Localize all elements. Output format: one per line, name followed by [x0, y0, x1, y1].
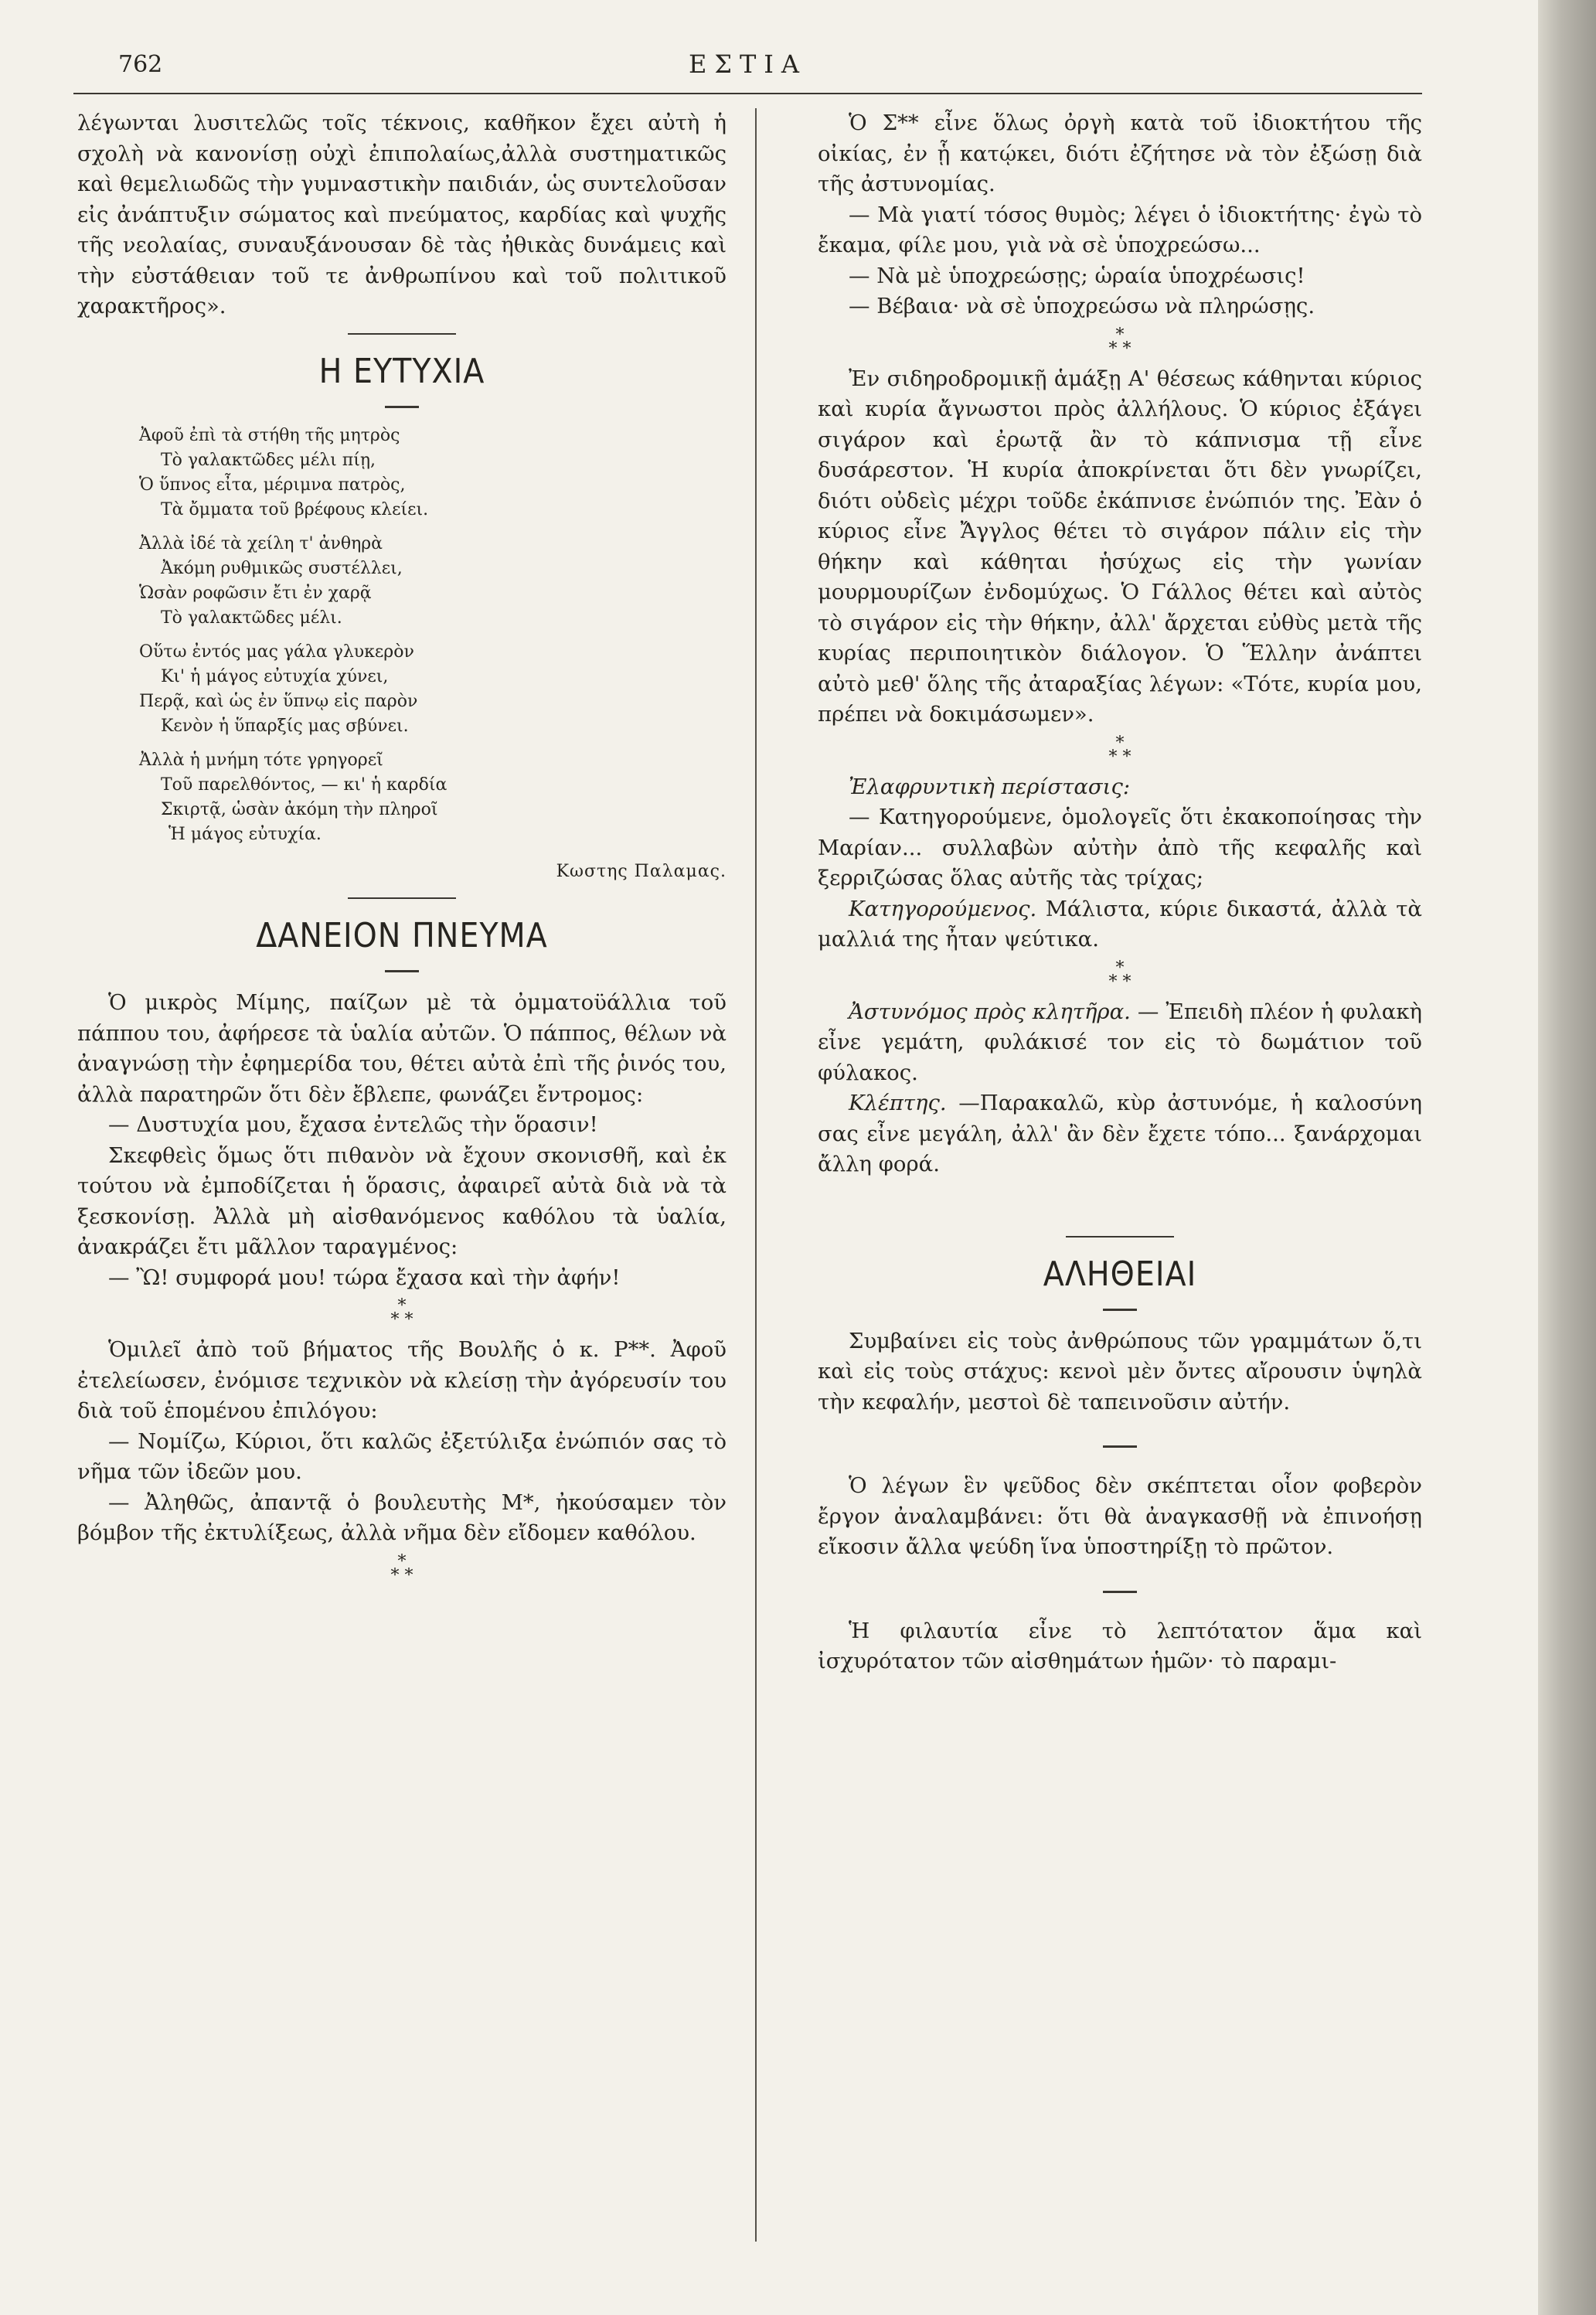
paragraph: — Ὢ! συμφορά μου! τώρα ἔχασα καὶ τὴν ἀφήν!	[108, 1265, 621, 1290]
divider-dash	[1103, 1445, 1137, 1448]
title-dash	[1103, 1309, 1137, 1311]
asterism: * * *	[390, 1551, 413, 1585]
separator	[348, 897, 456, 899]
poem-line: Κι' ἡ μάγος εὐτυχία χύνει,	[161, 666, 389, 686]
page-fold-shadow	[1538, 0, 1596, 2315]
paragraph: Ἐν σιδηροδρομικῇ ἁμάξῃ Α' θέσεως κάθηνται κύριος καὶ κυρία ἄγνωστοι πρὸς ἀλλήλους. Ὁ κύριος ἐξάγει σιγάρον καὶ ἐρωτᾷ ἂν τὸ κάπνισμα τῇ εἶνε δυσάρεστον. Ἡ κυρία ἀποκρίνεται ὅτι δὲν γνωρίζει, διότι οὐδεὶς μέχρι τοῦδε ἐκάπνισε ἐνώπιόν της. Ἐὰν ὁ κύριος εἶνε Ἄγγλος θέτει τὸ σιγάρον πάλιν εἰς τὴν θήκην καὶ κάθηται ἡσύχως εἰς τὴν γωνίαν μουρμουρίζων ἐνδομύχως. Ὁ Γάλλος θέτει καὶ αὐτὸς τὸ σιγάρον εἰς τὴν θήκην, ἀλλ' ἄρχεται εὐθὺς μετὰ τῆς κυρίας περιποιητικὸν διάλογον. Ὁ Ἕλλην ἀνάπτει αὐτὸ μεθ' ὅλης τῆς ἀταραξίας λέγων: «Τότε, κυρία μου, πρέπει νὰ δοκιμάσωμεν».	[818, 366, 1422, 727]
poem-title: Η ΕΥΤΥΧΙΑ	[318, 351, 485, 391]
paragraph: Σκεφθεὶς ὅμως ὅτι πιθανὸν νὰ ἔχουν σκονισθῆ, καὶ ἐκ τούτου νὰ ἐμποδίζεται ἡ ὅρασις, ἀφαιρεῖ αὐτὰ διὰ νὰ τὰ ξεσκονίσῃ. Ἀλλὰ μὴ αἰσθανόμενος καθόλου τὰ ὑαλία, ἀνακράζει ἔτι μᾶλλον ταραγμένος:	[77, 1142, 727, 1259]
speaker-text: —Παρακαλῶ, κὺρ ἀστυνόμε, ἡ καλοσύνη σας εἶνε μεγάλη, ἀλλ' ἂν δὲν ἔχετε τόπο... ξανάρχομαι ἄλλη φορά.	[818, 1091, 1422, 1176]
asterism: * * *	[1108, 958, 1131, 992]
poem-line: Ἀλλὰ ἰδέ τὰ χείλη τ' ἀνθηρὰ	[139, 533, 383, 553]
speaker-label: Κατηγορούμενος.	[849, 896, 1037, 921]
poem-line: Κενὸν ἡ ὕπαρξίς μας σβύνει.	[161, 716, 409, 736]
paragraph: Συμβαίνει εἰς τοὺς ἀνθρώπους τῶν γραμμάτων ὅ,τι καὶ εἰς τοὺς στάχυς: κενοὶ μὲν ὄντες αἴρουσιν ὑψηλὰ τὴν κεφαλήν, μεστοὶ δὲ ταπεινοῦσιν αὐτήν.	[818, 1328, 1422, 1415]
poem-line: Οὕτω ἐντός μας γάλα γλυκερὸν	[139, 642, 414, 662]
column-rule	[755, 108, 757, 2242]
speaker-label: Ἀστυνόμος πρὸς κλητῆρα.	[849, 999, 1131, 1024]
poem-stanza	[139, 748, 727, 847]
paragraph	[818, 997, 1422, 1089]
poem-line: Ὡσὰν ροφῶσιν ἔτι ἐν χαρᾷ	[139, 583, 372, 603]
paragraph: Ὁ Σ** εἶνε ὅλως ὀργὴ κατὰ τοῦ ἰδιοκτήτου τῆς οἰκίας, ἐν ᾗ κατῴκει, διότι ἐζήτησε νὰ τὸν ἐξώσῃ διὰ τῆς ἀστυνομίας.	[818, 111, 1422, 196]
intro-paragraph: λέγωνται λυσιτελῶς τοῖς τέκνοις, καθῆκον ἔχει αὐτὴ ἡ σχολὴ νὰ κανονίσῃ οὐχὶ ἐπιπολαίως,ἀλλὰ συστηματικῶς καὶ θεμελιωδῶς τὴν γυμναστικὴν παιδιάν, ὡς συντελοῦσαν εἰς ἀνάπτυξιν σώματος καὶ πνεύματος, καρδίας καὶ ψυχῆς τῆς νεολαίας, συναυξάνουσαν δὲ τὰς ἠθικὰς δυνάμεις καὶ τὴν εὐστάθειαν τοῦ τε ἀνθρωπίνου καὶ τοῦ πολιτικοῦ χαρακτῆρος».	[77, 111, 727, 318]
paragraph: — Βέβαια· νὰ σὲ ὑποχρεώσω νὰ πληρώσῃς.	[849, 294, 1315, 318]
paragraph	[818, 894, 1422, 955]
poem	[139, 424, 727, 847]
poem-line: Ἀκόμη ρυθμικῶς συστέλλει,	[161, 558, 403, 578]
left-column	[77, 108, 727, 1591]
journal-title: ΕΣΤΙΑ	[688, 49, 808, 79]
asterism: * * *	[1108, 733, 1131, 767]
poem-signature: Κωστης Παλαμας.	[556, 861, 727, 881]
paragraph	[818, 1088, 1422, 1180]
paragraph: Ὁ λέγων ἓν ψεῦδος δὲν σκέπτεται οἷον φοβερὸν ἔργον ἀναλαμβάνει: ὅτι θὰ ἀναγκασθῇ νὰ ἐπινοήσῃ εἴκοσιν ἄλλα ψεύδη ἵνα ὑποστηρίξῃ τὸ πρῶτον.	[818, 1473, 1422, 1559]
poem-line: Τοῦ παρελθόντος, — κι' ἡ καρδία	[161, 775, 447, 795]
poem-line: Τὰ ὄμματα τοῦ βρέφους κλείει.	[161, 499, 429, 519]
paragraph: — Μὰ γιατί τόσος θυμὸς; λέγει ὁ ἰδιοκτήτης· ἐγὼ τὸ ἔκαμα, φίλε μου, γιὰ νὰ σὲ ὑποχρεώσω...	[818, 202, 1422, 257]
poem-line: Ὁ ὕπνος εἶτα, μέριμνα πατρὸς,	[139, 475, 406, 495]
poem-stanza	[139, 424, 727, 523]
poem-line: Τὸ γαλακτῶδες μέλι πίῃ,	[161, 450, 376, 470]
poem-stanza	[139, 532, 727, 631]
section-title: ΑΛΗΘΕΙΑΙ	[1043, 1254, 1197, 1294]
title-dash	[385, 406, 419, 408]
divider-dash	[1103, 1591, 1137, 1593]
paragraph: — Νομίζω, Κύριοι, ὅτι καλῶς ἐξετύλιξα ἐνώπιόν σας τὸ νῆμα τῶν ἰδεῶν μου.	[77, 1428, 727, 1484]
paragraph: Ἡ φιλαυτία εἶνε τὸ λεπτότατον ἅμα καὶ ἰσχυρότατον τῶν αἰσθημάτων ἡμῶν· τὸ παραμι-	[818, 1618, 1422, 1673]
paragraph: — Νὰ μὲ ὑποχρεώσῃς; ὡραία ὑποχρέωσις!	[849, 263, 1305, 288]
right-column	[818, 108, 1422, 1677]
poem-line: Τὸ γαλακτῶδες μέλι.	[161, 608, 342, 628]
speaker-text: — Ἐπειδὴ πλέον ἡ φυλακὴ εἶνε γεμάτη, φυλάκισέ τον εἰς τὸ δωμάτιον τοῦ φύλακος.	[818, 999, 1422, 1085]
section-title: ΔΑΝΕΙΟΝ ΠΝΕΥΜΑ	[256, 916, 548, 955]
paragraph: Ὁ μικρὸς Μίμης, παίζων μὲ τὰ ὀμματοϋάλλια τοῦ πάππου του, ἀφήρεσε τὰ ὑαλία αὐτῶν. Ὁ πάππος, θέλων νὰ ἀναγνώσῃ τὴν ἐφημερίδα του, θέτει αὐτὰ ἐπὶ τῆς ῥινός του, ἀλλὰ παρατηρῶν ὅτι δὲν ἔβλεπε, φωνάζει ἔντρομος:	[77, 990, 727, 1107]
italic-lead: Ἐλαφρυντικὴ περίστασις:	[849, 774, 1131, 799]
paragraph: — Κατηγορούμενε, ὁμολογεῖς ὅτι ἐκακοποίησας τὴν Μαρίαν... συλλαβὼν αὐτὴν ἀπὸ τῆς κεφαλῆς καὶ ξερριζώσας ὅλας αὐτῆς τὰς τρίχας;	[818, 805, 1422, 890]
speaker-label: Κλέπτης.	[849, 1091, 947, 1115]
speaker-text: Μάλιστα, κύριε δικαστά, ἀλλὰ τὰ μαλλιά της ἦταν ψεύτικα.	[818, 896, 1422, 952]
page-header	[73, 46, 1422, 94]
poem-stanza	[139, 640, 727, 739]
paragraph: — Δυστυχία μου, ἔχασα ἐντελῶς τὴν ὅρασιν!	[108, 1112, 598, 1137]
poem-line: Σκιρτᾷ, ὡσὰν ἀκόμη τὴν πληροῖ	[161, 799, 438, 819]
paragraph: — Ἀληθῶς, ἀπαντᾷ ὁ βουλευτὴς Μ*, ἠκούσαμεν τὸν βόμβον τῆς ἐκτυλίξεως, ἀλλὰ νῆμα δὲν εἴδομεν καθόλου.	[77, 1489, 727, 1545]
title-dash	[385, 970, 419, 972]
poem-line: Ἡ μάγος εὐτυχία.	[168, 824, 322, 844]
asterism: * * *	[390, 1296, 413, 1329]
separator	[1066, 1236, 1174, 1238]
paragraph: Ὁμιλεῖ ἀπὸ τοῦ βήματος τῆς Βουλῆς ὁ κ. Ρ**. Ἀφοῦ ἐτελείωσεν, ἐνόμισε τεχνικὸν νὰ κλείσῃ τὴν ἀγόρευσίν του διὰ τοῦ ἑπομένου ἐπιλόγου:	[77, 1337, 727, 1423]
poem-line: Ἀλλὰ ἡ μνήμη τότε γρηγορεῖ	[139, 750, 383, 770]
page-number: 762	[118, 51, 163, 78]
asterism: * * *	[1108, 325, 1131, 359]
separator	[348, 333, 456, 335]
poem-line: Περᾷ, καὶ ὡς ἐν ὕπνῳ εἰς παρὸν	[139, 691, 418, 711]
poem-line: Ἀφοῦ ἐπὶ τὰ στήθη τῆς μητρὸς	[139, 425, 400, 445]
